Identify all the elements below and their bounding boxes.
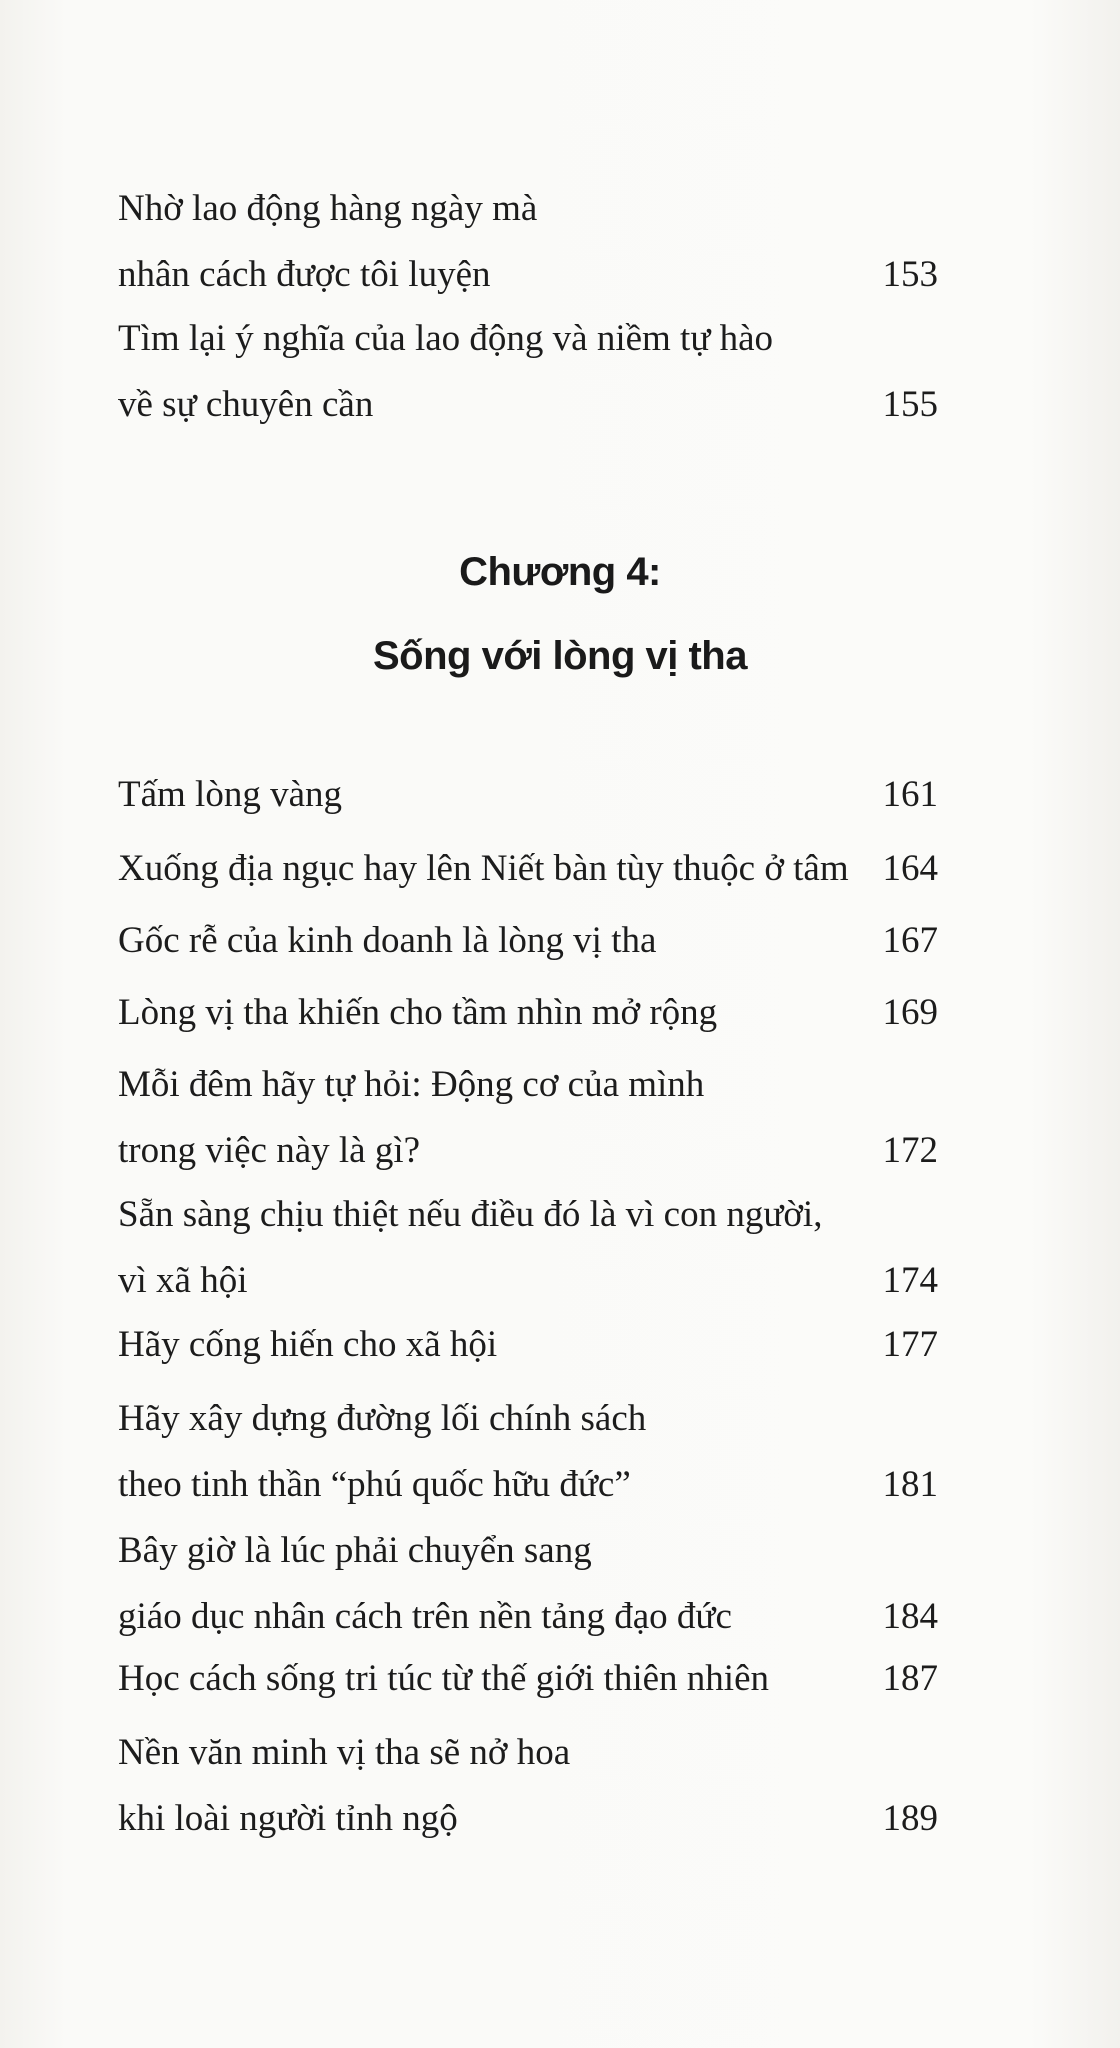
toc-page-number: 181 [882, 1464, 938, 1505]
chapter-title: Sống với lòng vị tha [372, 634, 747, 678]
toc-entry [118, 1312, 938, 1378]
toc-entry-title-line: giáo dục nhân cách trên nền tảng đạo đức [118, 1596, 732, 1637]
toc-entry-title-line: Xuống địa ngục hay lên Niết bàn tùy thuộc ở tâm [118, 848, 849, 889]
toc-entry-title-line: Bây giờ là lúc phải chuyển sang [118, 1530, 592, 1571]
toc-entry [118, 908, 938, 974]
toc-entry-title-line: trong việc này là gì? [118, 1130, 421, 1171]
toc-entry [118, 176, 938, 308]
toc-entry-title-line: Tấm lòng vàng [118, 774, 343, 815]
toc-page-number: 177 [882, 1324, 938, 1365]
toc-entry-title-line: Sẵn sàng chịu thiệt nếu điều đó là vì con người, [118, 1194, 823, 1235]
toc-entry-title-line: theo tinh thần “phú quốc hữu đức” [118, 1464, 631, 1505]
toc-entry [118, 1518, 938, 1650]
toc-page-number: 169 [882, 992, 938, 1033]
toc-entry-title-line: Tìm lại ý nghĩa của lao động và niềm tự hào [118, 318, 774, 359]
toc-page-number: 155 [882, 384, 938, 425]
toc-entry-title-line: Hãy cống hiến cho xã hội [118, 1324, 498, 1365]
toc-entry-title-line: Hãy xây dựng đường lối chính sách [118, 1398, 647, 1439]
toc-page-number: 189 [882, 1798, 938, 1839]
toc-entry-title-line: vì xã hội [118, 1260, 248, 1301]
toc-entry-title-line: Mỗi đêm hãy tự hỏi: Động cơ của mình [118, 1064, 705, 1105]
toc-entry [118, 762, 938, 828]
toc-entry-title-line: Nhờ lao động hàng ngày mà [118, 188, 538, 229]
toc-entry [118, 836, 938, 902]
toc-entry-title-line: khi loài người tỉnh ngộ [118, 1798, 458, 1839]
toc-page-number: 184 [882, 1596, 938, 1637]
toc-entry-title-line: về sự chuyên cần [118, 384, 374, 425]
toc-page-number: 167 [882, 920, 938, 961]
chapter-number: Chương 4: [459, 550, 661, 594]
toc-entry [118, 1720, 938, 1852]
toc-entry-title-line: Lòng vị tha khiến cho tầm nhìn mở rộng [118, 992, 718, 1033]
toc-page-number: 174 [882, 1260, 938, 1301]
toc-entry [118, 1182, 938, 1314]
toc-entry [118, 306, 938, 438]
toc-entry-title-line: Nền văn minh vị tha sẽ nở hoa [118, 1732, 571, 1773]
toc-entry-title-line: nhân cách được tôi luyện [118, 254, 491, 295]
toc-page-number: 164 [882, 848, 938, 889]
toc-page-number: 161 [882, 774, 938, 815]
toc-entry-title-line: Học cách sống tri túc từ thế giới thiên nhiên [118, 1658, 769, 1699]
toc-page-number: 153 [882, 254, 938, 295]
toc-entry [118, 1386, 938, 1518]
toc-entry [118, 1646, 938, 1712]
toc-page-number: 187 [882, 1658, 938, 1699]
toc-entry [118, 1052, 938, 1184]
toc-entry-title-line: Gốc rễ của kinh doanh là lòng vị tha [118, 920, 657, 961]
toc-entry [118, 980, 938, 1046]
toc-page-number: 172 [882, 1130, 938, 1171]
